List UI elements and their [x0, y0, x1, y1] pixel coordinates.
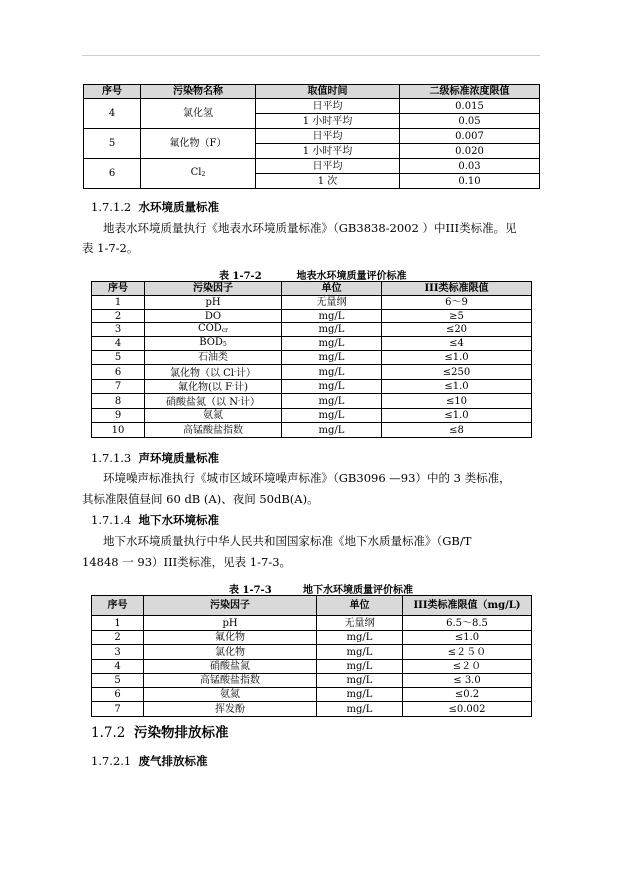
- cell-no: 7: [92, 380, 145, 394]
- cell-no: 1: [92, 616, 144, 631]
- table-header-row: [92, 596, 532, 616]
- section-number: 1.7.1.2: [91, 200, 132, 214]
- table-row: [92, 616, 532, 631]
- cell-no: 2: [92, 310, 145, 323]
- groundwater-table: [91, 595, 532, 717]
- cell-unit: mg/L: [282, 351, 382, 365]
- cell-limit: ≤4: [382, 337, 532, 351]
- table-row: [84, 159, 540, 174]
- table-row: [92, 310, 532, 323]
- table-row: [84, 129, 540, 144]
- cell-limit: ≤1.0: [403, 631, 532, 645]
- factor-text: BOD: [199, 337, 223, 348]
- cell-time: 1 小时平均: [256, 144, 400, 159]
- table-row: [92, 674, 532, 688]
- cell-factor: 石油类: [145, 351, 282, 365]
- cell-unit: mg/L: [317, 631, 403, 645]
- cell-unit: 无量纲: [317, 616, 403, 631]
- cell-factor: 高锰酸盐指数: [145, 423, 282, 438]
- table-row: [92, 688, 532, 702]
- cell-no: 5: [92, 351, 145, 365]
- table-row: [92, 296, 532, 310]
- cell-no: 2: [92, 631, 144, 645]
- col-header: III类标准限值: [382, 282, 532, 296]
- cell-time: 日平均: [256, 129, 400, 144]
- cell-unit: mg/L: [317, 660, 403, 674]
- cell-factor: 高锰酸盐指数: [144, 674, 317, 688]
- cell-factor: [145, 365, 282, 380]
- cell-no: 5: [92, 674, 144, 688]
- cell-unit: mg/L: [282, 365, 382, 380]
- factor-text-after: 计): [234, 382, 248, 393]
- col-header: 单位: [282, 282, 382, 296]
- section-heading-1714: [91, 512, 219, 528]
- section-title: 污染物排放标准: [133, 725, 229, 741]
- paragraph-line: 地表水环境质量执行《地表水环境质量标准》（GB3838-2002 ）中III类标准。见: [103, 221, 517, 235]
- cell-unit: mg/L: [282, 409, 382, 423]
- paragraph-line: 环境噪声标准执行《城市区域环境噪声标准》（GB3096 —93）中的 3 类标准，: [103, 471, 511, 485]
- cell-no: 3: [92, 645, 144, 660]
- col-header: 单位: [317, 596, 403, 616]
- cell-limit: 6.5～8.5: [403, 616, 532, 631]
- cell-factor: DO: [145, 310, 282, 323]
- section-title: 废气排放标准: [138, 754, 208, 768]
- cell-unit: mg/L: [282, 337, 382, 351]
- factor-text: COD: [197, 323, 222, 334]
- cell-no: 4: [92, 660, 144, 674]
- cell-no: 4: [92, 337, 145, 351]
- cell-unit: 无量纲: [282, 296, 382, 310]
- col-header: 二级标准浓度限值: [400, 85, 540, 99]
- paragraph-line: 其标准限值昼间 60 dB (A)、夜间 50dB(A)。: [82, 492, 319, 506]
- caption-title: 地下水环境质量评价标准: [303, 585, 413, 596]
- cell-factor: 挥发酚: [144, 702, 317, 717]
- cell-unit: mg/L: [317, 674, 403, 688]
- table-row: [92, 645, 532, 660]
- cell-factor: [145, 323, 282, 337]
- cell-limit: ≤10: [382, 394, 532, 409]
- cell-factor: [145, 394, 282, 409]
- factor-text-after: 计）: [236, 367, 257, 379]
- formula-text: Cl: [190, 167, 202, 178]
- col-header: 污染因子: [144, 596, 317, 616]
- section-number: 1.7.1.3: [91, 451, 132, 465]
- cell-unit: mg/L: [282, 423, 382, 438]
- cell-time: 日平均: [256, 99, 400, 114]
- surface-water-table: [91, 281, 532, 438]
- section-number: 1.7.2.1: [91, 754, 132, 768]
- cell-factor: pH: [145, 296, 282, 310]
- cell-limit: ≤1.0: [382, 380, 532, 394]
- cell-time: 1 小时平均: [256, 114, 400, 129]
- table-row: [92, 660, 532, 674]
- cell-pollutant: [141, 159, 256, 189]
- cell-value: 0.015: [400, 99, 540, 114]
- cell-unit: mg/L: [282, 380, 382, 394]
- table-header-row: [84, 85, 540, 99]
- cell-no: 6: [92, 688, 144, 702]
- factor-superscript: -: [237, 396, 240, 404]
- cell-time: 日平均: [256, 159, 400, 174]
- cell-no: 1: [92, 296, 145, 310]
- cell-value: 0.020: [400, 144, 540, 159]
- cell-value: 0.05: [400, 114, 540, 129]
- col-header: 序号: [84, 85, 141, 99]
- col-header: 污染因子: [145, 282, 282, 296]
- cell-unit: mg/L: [317, 688, 403, 702]
- cell-unit: mg/L: [282, 394, 382, 409]
- table-row: [92, 423, 532, 438]
- table-row: [92, 337, 532, 351]
- col-header: 序号: [92, 596, 144, 616]
- caption-title: 地表水环境质量评价标准: [296, 271, 407, 282]
- cell-limit: ≥5: [382, 310, 532, 323]
- cell-factor: 硝酸盐氮: [144, 660, 317, 674]
- cell-unit: mg/L: [317, 702, 403, 717]
- cell-pollutant: 氟化物（F）: [141, 129, 256, 159]
- air-quality-table: [83, 84, 540, 189]
- section-number: 1.7.2: [91, 725, 126, 741]
- cell-no: 7: [92, 702, 144, 717]
- cell-value: 0.03: [400, 159, 540, 174]
- table-row: [92, 323, 532, 337]
- factor-subscript: 5: [222, 341, 227, 348]
- cell-limit: ≤8: [382, 423, 532, 438]
- section-title: 声环境质量标准: [138, 451, 220, 465]
- section-heading-1721: [91, 753, 208, 769]
- factor-text-after: 计）: [239, 396, 260, 408]
- col-header: 污染物名称: [141, 85, 256, 99]
- cell-limit: ≤２５０: [403, 645, 532, 660]
- page-header-rule: [82, 55, 540, 56]
- table-caption: [219, 267, 406, 282]
- cell-unit: mg/L: [282, 310, 382, 323]
- section-title: 地下水环境标准: [138, 513, 220, 527]
- cell-factor: 氯化物: [144, 645, 317, 660]
- table-header-row: [92, 282, 532, 296]
- factor-superscript: -: [232, 382, 235, 389]
- table-row: [84, 99, 540, 114]
- paragraph-line: 14848 一 93）III类标准，见表 1-7-3。: [82, 555, 292, 569]
- cell-factor: pH: [144, 616, 317, 631]
- cell-unit: mg/L: [282, 323, 382, 337]
- col-header: 取值时间: [256, 85, 400, 99]
- cell-factor: 氨氮: [145, 409, 282, 423]
- cell-limit: ≤0.2: [403, 688, 532, 702]
- cell-no: 6: [92, 365, 145, 380]
- caption-number: 表 1-7-3: [229, 585, 272, 596]
- factor-subscript: cr: [221, 327, 229, 334]
- section-number: 1.7.1.4: [91, 513, 132, 527]
- table-row: [92, 380, 532, 394]
- cell-no: 6: [84, 159, 141, 189]
- cell-factor: 氟化物: [144, 631, 317, 645]
- cell-limit: ≤1.0: [382, 351, 532, 365]
- cell-no: 4: [84, 99, 141, 129]
- table-row: [92, 394, 532, 409]
- cell-no: 9: [92, 409, 145, 423]
- cell-limit: ≤0.002: [403, 702, 532, 717]
- table-row: [92, 702, 532, 717]
- cell-no: 10: [92, 423, 145, 438]
- cell-factor: [145, 337, 282, 351]
- cell-limit: ≤２０: [403, 660, 532, 674]
- cell-value: 0.10: [400, 174, 540, 189]
- cell-factor: [145, 380, 282, 394]
- section-heading-1712: [91, 199, 219, 215]
- cell-time: 1 次: [256, 174, 400, 189]
- factor-text: 氟化物(以 F: [178, 382, 233, 393]
- cell-limit: 6～9: [382, 296, 532, 310]
- cell-limit: ≤250: [382, 365, 532, 380]
- cell-value: 0.007: [400, 129, 540, 144]
- table-row: [92, 351, 532, 365]
- cell-no: 3: [92, 323, 145, 337]
- factor-text: 硝酸盐氮（以 N: [166, 396, 238, 408]
- table-row: [92, 365, 532, 380]
- section-heading-172: [91, 721, 228, 741]
- paragraph-line: 表 1-7-2。: [82, 241, 139, 255]
- cell-no: 5: [84, 129, 141, 159]
- table-caption: [229, 581, 413, 596]
- cell-unit: mg/L: [317, 645, 403, 660]
- cell-limit: ≤1.0: [382, 409, 532, 423]
- section-title: 水环境质量标准: [138, 200, 220, 214]
- section-heading-1713: [91, 450, 219, 466]
- factor-text: 氯化物（以 Cl: [169, 367, 234, 379]
- table-row: [92, 631, 532, 645]
- cell-limit: ≤20: [382, 323, 532, 337]
- cell-limit: ≤ 3.0: [403, 674, 532, 688]
- formula-subscript: 2: [201, 171, 206, 178]
- col-header: III类标准限值（mg/L): [403, 596, 532, 616]
- cell-pollutant: 氯化氢: [141, 99, 256, 129]
- cell-no: 8: [92, 394, 145, 409]
- col-header: 序号: [92, 282, 145, 296]
- caption-number: 表 1-7-2: [219, 271, 262, 282]
- table-row: [92, 409, 532, 423]
- cell-factor: 氨氮: [144, 688, 317, 702]
- factor-superscript: -: [234, 367, 237, 375]
- paragraph-line: 地下水环境质量执行中华人民共和国国家标准《地下水质量标准》（GB/T: [103, 534, 472, 548]
